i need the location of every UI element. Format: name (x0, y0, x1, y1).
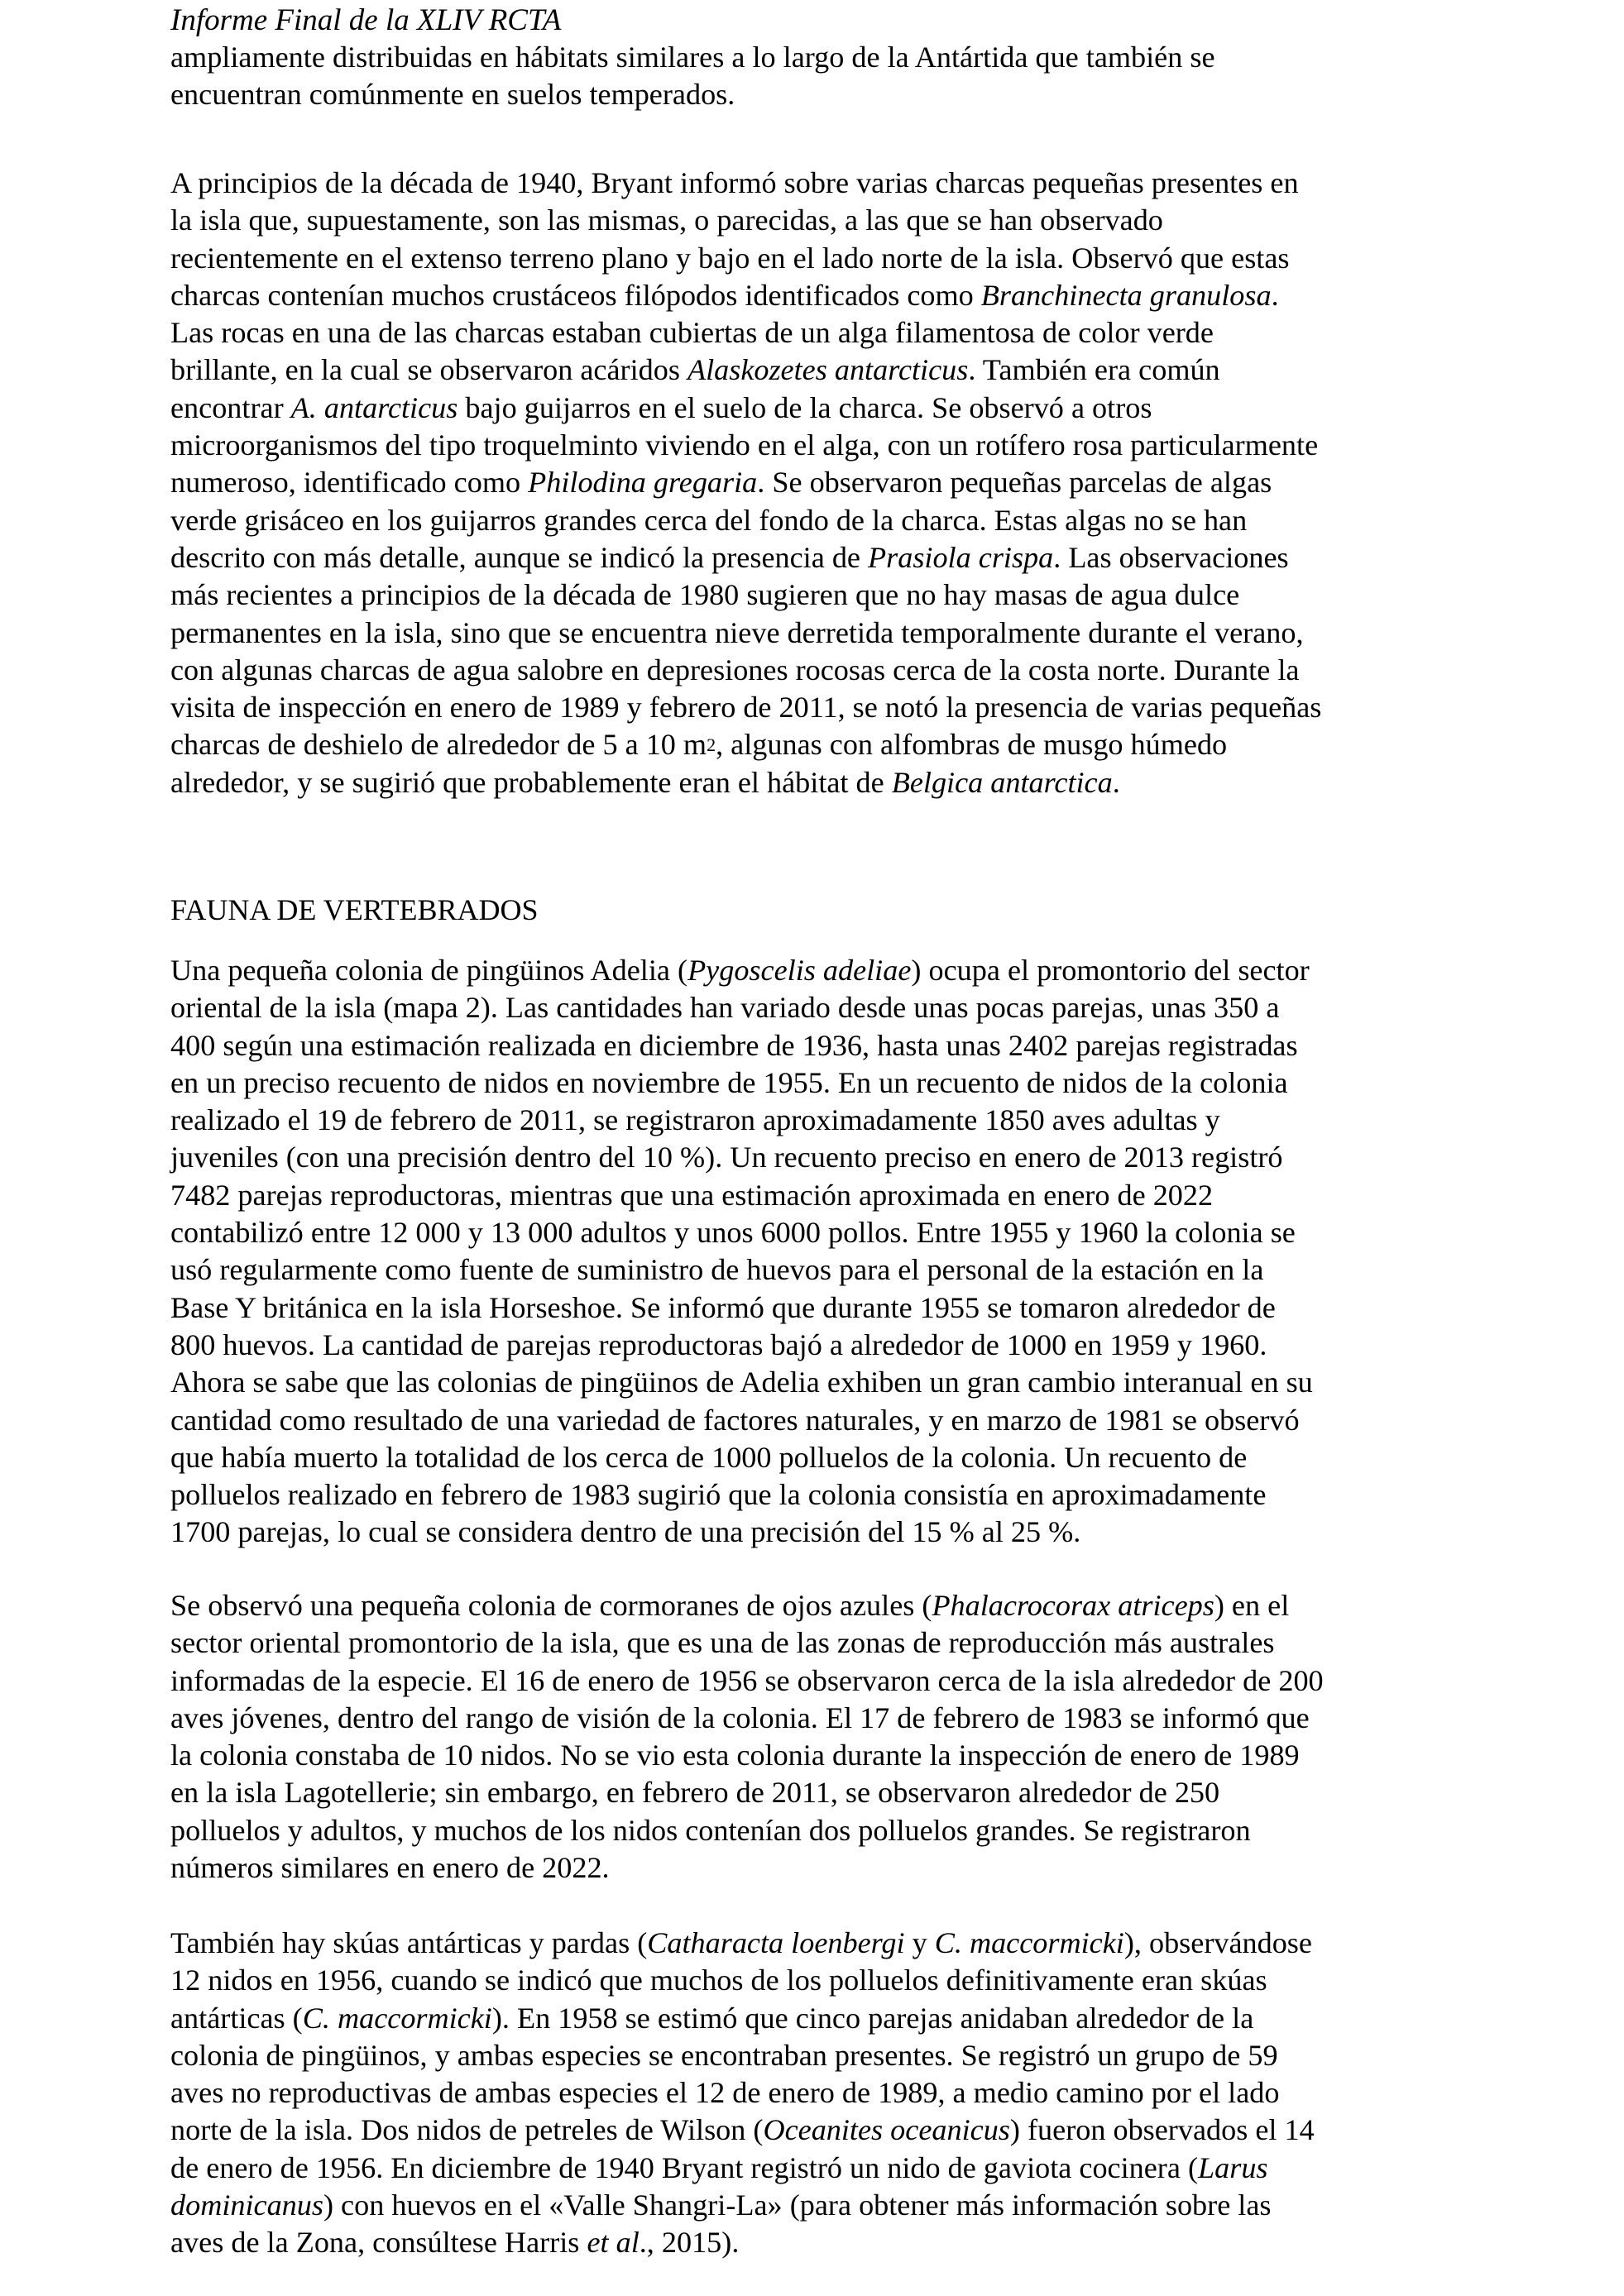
text-run: la colonia constaba de 10 nidos. No se vio esta colonia durante la inspección de enero de 1989 (170, 1739, 1300, 1772)
text-line (170, 2224, 1478, 2261)
italic-species-name: A. antarcticus (290, 390, 458, 424)
text-run: Las rocas en una de las charcas estaban cubiertas de un alga filamentosa de color verde (170, 316, 1214, 350)
running-header: Informe Final de la XLIV RCTA (170, 3, 562, 37)
italic-species-name: Prasiola crispa (868, 540, 1054, 574)
text-line (170, 1962, 1478, 1999)
text-run: También hay skúas antárticas y pardas ( (170, 1926, 648, 1959)
text-run: de enero de 1956. En diciembre de 1940 Bryant registró un nido de gaviota cocinera ( (170, 2150, 1199, 2184)
text-line (170, 2074, 1478, 2112)
text-line (170, 764, 1478, 801)
text-line (170, 2187, 1478, 2224)
text-line (170, 2150, 1478, 2187)
text-run: charcas contenían muchos crustáceos filópodos identificados como (170, 278, 981, 312)
text-line (170, 352, 1478, 389)
paragraph-ponds (170, 165, 1478, 801)
text-line (170, 1027, 1478, 1064)
text-run: ). En 1958 se estimó que cinco parejas anidaban alrededor de la (491, 2001, 1254, 2035)
text-line (170, 1700, 1478, 1737)
text-run: polluelos realizado en febrero de 1983 sugirió que la colonia consistía en aproximadamente (170, 1478, 1267, 1512)
paragraph-soil-fauna (170, 39, 1478, 114)
text-run: 800 huevos. La cantidad de parejas reproductoras bajó a alrededor de 1000 en 1959 y 1960. (170, 1327, 1267, 1361)
text-line (170, 652, 1478, 689)
text-run: Base Y británica en la isla Horseshoe. Se informó que durante 1955 se tomaron alrededor de (170, 1290, 1276, 1324)
text-line (170, 1364, 1478, 1401)
text-run: en un preciso recuento de nidos en noviembre de 1955. En un recuento de nidos de la colonia (170, 1065, 1288, 1099)
italic-species-name: Catharacta loenbergi (647, 1926, 905, 1959)
text-run: y (904, 1926, 935, 1959)
text-line (170, 1774, 1478, 1811)
text-run: aves jóvenes, dentro del rango de visión de la colonia. El 17 de febrero de 1983 se informó que (170, 1700, 1310, 1734)
text-run: permanentes en la isla, sino que se encuentra nieve derretida temporalmente durante el verano, (170, 615, 1304, 649)
text-run: oriental de la isla (mapa 2). Las cantidades han variado desde unas pocas parejas, unas 350 a (170, 991, 1280, 1025)
text-run: . (1271, 278, 1279, 312)
text-run: charcas de deshielo de alrededor de 5 a 10 m (170, 728, 707, 762)
text-run: brillante, en la cual se observaron acáridos (170, 353, 687, 387)
text-run: 1700 parejas, lo cual se considera dentro de una precisión del 15 % al 25 %. (170, 1515, 1081, 1549)
text-run: recientemente en el extenso terreno plano y bajo en el lado norte de la isla. Observó que estas (170, 241, 1290, 275)
text-run: usó regularmente como fuente de suministro de huevos para el personal de la estación en la (170, 1253, 1264, 1287)
text-line (170, 1849, 1478, 1887)
text-run: que había muerto la totalidad de los cerca de 1000 polluelos de la colonia. Un recuento de (170, 1440, 1248, 1474)
section-heading-vertebrate-fauna: FAUNA DE VERTEBRADOS (170, 893, 539, 926)
text-run: visita de inspección en enero de 1989 y febrero de 2011, se notó la presencia de varias pequeñas (170, 691, 1322, 725)
text-run: ampliamente distribuidas en hábitats similares a lo largo de la Antártida que también se (170, 41, 1215, 74)
text-run: . (1112, 765, 1120, 799)
text-run: descrito con más detalle, aunque se indicó la presencia de (170, 540, 869, 574)
text-line (170, 689, 1478, 726)
text-run: . También era común (968, 353, 1220, 387)
text-run: ., 2015). (639, 2226, 740, 2260)
text-run: encuentran comúnmente en suelos temperados. (170, 78, 735, 112)
text-line (170, 502, 1478, 539)
text-line (170, 165, 1478, 202)
text-run: informadas de la especie. El 16 de enero de 1956 se observaron cerca de la isla alrededor de 200 (170, 1663, 1324, 1697)
text-run: más recientes a principios de la década de 1980 sugieren que no hay masas de agua dulce (170, 578, 1240, 612)
text-run: antárticas ( (170, 2001, 303, 2035)
text-line (170, 615, 1478, 652)
text-line (170, 1214, 1478, 1251)
text-line (170, 1102, 1478, 1139)
text-run: la isla que, supuestamente, son las mismas, o parecidas, a las que se han observado (170, 203, 1163, 237)
italic-species-name: C. maccormicki (302, 2001, 492, 2035)
text-line (170, 2000, 1478, 2037)
paragraph-skuas-petrels (170, 1925, 1478, 2262)
text-line (170, 576, 1478, 614)
paragraph-cormorants (170, 1587, 1478, 1887)
text-run: bajo guijarros en el suelo de la charca. Se observó a otros (457, 390, 1152, 424)
text-run: ) ocupa el promontorio del sector (911, 954, 1310, 987)
text-line (170, 2037, 1478, 2074)
text-line (170, 1177, 1478, 1214)
superscript: 2 (707, 734, 716, 756)
text-line (170, 427, 1478, 464)
text-run: aves no reproductivas de ambas especies el 12 de enero de 1989, a medio camino por el lado (170, 2076, 1280, 2110)
text-run: . Se observaron pequeñas parcelas de algas (757, 466, 1272, 500)
text-line (170, 464, 1478, 501)
italic-species-name: C. maccormicki (934, 1926, 1124, 1959)
text-line (170, 314, 1478, 352)
text-line (170, 1402, 1478, 1439)
text-run: . Las observaciones (1053, 540, 1289, 574)
italic-species-name: Oceanites oceanicus (763, 2113, 1010, 2147)
italic-species-name: Phalacrocorax atriceps (932, 1589, 1214, 1622)
italic-species-name: Branchinecta granulosa (980, 278, 1272, 312)
text-line (170, 1439, 1478, 1476)
text-line (170, 726, 1478, 763)
text-line (170, 1587, 1478, 1624)
text-line (170, 539, 1478, 576)
text-run: Ahora se sabe que las colonias de pingüinos de Adelia exhiben un gran cambio interanual en su (170, 1366, 1313, 1399)
text-run: norte de la isla. Dos nidos de petreles de Wilson ( (170, 2113, 764, 2147)
text-line (170, 1514, 1478, 1551)
italic-species-name: Philodina gregaria (528, 466, 758, 500)
text-line (170, 1737, 1478, 1774)
text-line (170, 1662, 1478, 1700)
text-run: ) fueron observados el 14 (1009, 2113, 1315, 2147)
text-run: 12 nidos en 1956, cuando se indicó que muchos de los polluelos definitivamente eran skúas (170, 1964, 1267, 1997)
text-line (170, 1327, 1478, 1364)
text-run: ) con huevos en el «Valle Shangri-La» (para obtener más información sobre las (323, 2188, 1272, 2222)
text-run: contabilizó entre 12 000 y 13 000 adultos y unos 6000 pollos. Entre 1955 y 1960 la colonia se (170, 1216, 1296, 1250)
text-line (170, 1476, 1478, 1514)
italic-species-name: Pygoscelis adeliae (687, 954, 912, 987)
text-line (170, 952, 1478, 989)
text-run: 7482 parejas reproductoras, mientras que una estimación aproximada en enero de 2022 (170, 1178, 1214, 1212)
text-run: ), observándose (1123, 1926, 1312, 1959)
text-line (170, 1925, 1478, 1962)
text-line (170, 1139, 1478, 1176)
text-line (170, 1289, 1478, 1327)
text-line (170, 1251, 1478, 1289)
text-run: 400 según una estimación realizada en diciembre de 1936, hasta unas 2402 parejas registradas (170, 1028, 1298, 1062)
text-run: con algunas charcas de agua salobre en depresiones rocosas cerca de la costa norte. Durante la (170, 653, 1300, 686)
text-run: Se observó una pequeña colonia de cormoranes de ojos azules ( (170, 1589, 932, 1622)
text-line (170, 76, 1478, 113)
text-run: cantidad como resultado de una variedad de factores naturales, y en marzo de 1981 se observó (170, 1403, 1300, 1437)
text-run: colonia de pingüinos, y ambas especies se encontraban presentes. Se registró un grupo de 59 (170, 2038, 1278, 2072)
italic-species-name: dominicanus (170, 2188, 323, 2222)
text-run: ) en el (1214, 1589, 1290, 1622)
text-run: Una pequeña colonia de pingüinos Adelia ( (170, 954, 688, 987)
text-run: sector oriental promontorio de la isla, que es una de las zonas de reproducción más australes (170, 1626, 1275, 1660)
text-line (170, 1812, 1478, 1849)
text-run: números similares en enero de 2022. (170, 1851, 610, 1885)
text-line (170, 390, 1478, 427)
text-run: juveniles (con una precisión dentro del 10 %). Un recuento preciso en enero de 2013 registró (170, 1141, 1283, 1174)
text-run: alrededor, y se sugirió que probablemente eran el hábitat de (170, 765, 892, 799)
italic-species-name: Belgica antarctica (891, 765, 1113, 799)
paragraph-adelie-penguins (170, 952, 1478, 1552)
text-run: A principios de la década de 1940, Bryant informó sobre varias charcas pequeñas presentes en (170, 166, 1299, 199)
text-run: realizado el 19 de febrero de 2011, se registraron aproximadamente 1850 aves adultas y (170, 1103, 1220, 1137)
italic-species-name: Larus (1198, 2150, 1268, 2184)
text-run: verde grisáceo en los guijarros grandes cerca del fondo de la charca. Estas algas no se han (170, 503, 1248, 537)
italic-species-name: Alaskozetes antarcticus (687, 353, 969, 387)
text-line (170, 277, 1478, 314)
text-line (170, 240, 1478, 277)
text-line (170, 202, 1478, 239)
text-line (170, 989, 1478, 1026)
text-line (170, 1624, 1478, 1662)
italic-species-name: et al (587, 2226, 640, 2260)
text-line (170, 1064, 1478, 1102)
text-run: polluelos y adultos, y muchos de los nidos contenían dos polluelos grandes. Se registraron (170, 1813, 1251, 1847)
text-run: en la isla Lagotellerie; sin embargo, en febrero de 2011, se observaron alrededor de 250 (170, 1776, 1220, 1810)
text-run: microorganismos del tipo troquelminto viviendo en el alga, con un rotífero rosa particularmente (170, 428, 1319, 462)
text-run: numeroso, identificado como (170, 466, 529, 500)
text-run: encontrar (170, 390, 291, 424)
text-line (170, 39, 1478, 76)
text-run: , algunas con alfombras de musgo húmedo (716, 728, 1228, 762)
text-run: aves de la Zona, consúltese Harris (170, 2226, 587, 2260)
text-line (170, 2112, 1478, 2149)
